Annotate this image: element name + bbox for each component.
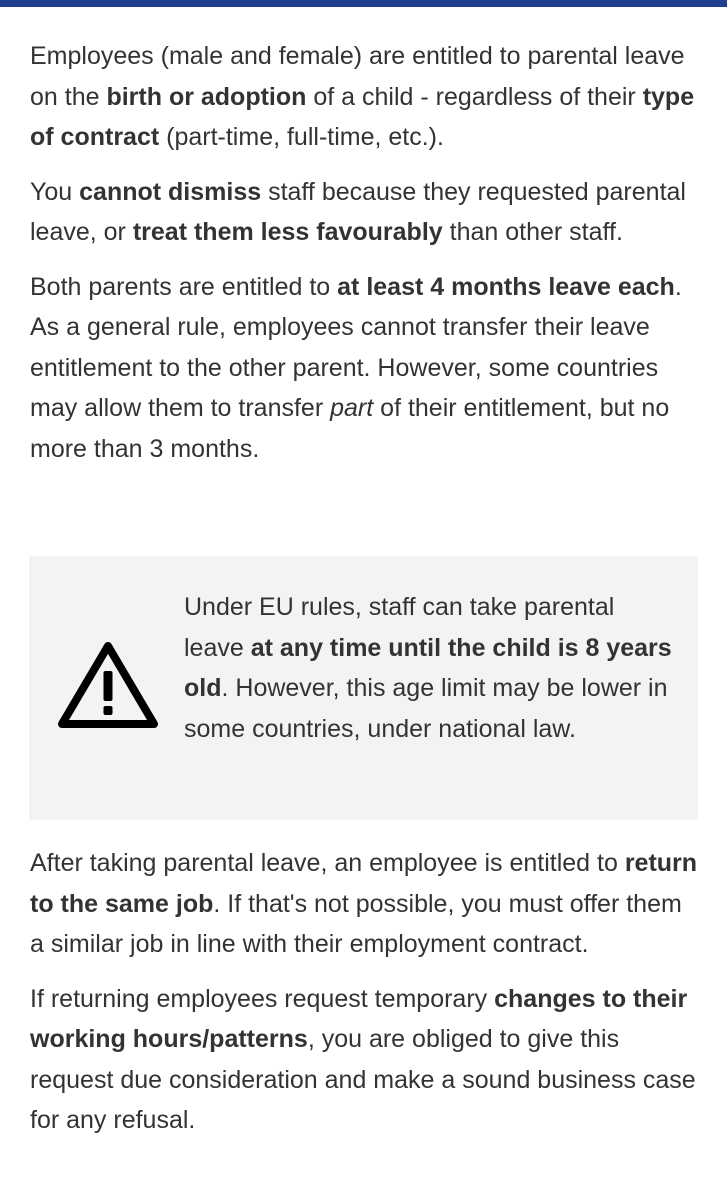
warning-triangle-icon <box>58 641 158 729</box>
paragraph-working-hours: If returning employees request temporary changes to their working hours/patterns, you are obliged to give this request due consideration and make a sound business case for any refusal. <box>30 984 696 1134</box>
paragraph-return-job: After taking parental leave, an employee is entitled to return to the same job. If that's not possible, you must offer them a similar job in line with their employment contract. <box>30 849 698 958</box>
paragraph-eligibility: Employees (male and female) are entitled to parental leave on the birth or adoption of a child - regardless of their type of contract (part-time, full-time, etc.). <box>30 42 695 151</box>
paragraph-dismissal: You cannot dismiss staff because they requested parental leave, or treat them less favourably than other staff. <box>30 177 686 246</box>
return-section <box>30 843 700 1141</box>
paragraph-duration: Both parents are entitled to at least 4 months leave each. As a general rule, employees cannot transfer their leave entitlement to the other parent. However, some countries may allow them to transfer part of their entitlement, but no more than 3 months. <box>30 272 682 463</box>
top-accent-bar <box>0 0 727 7</box>
intro-section <box>30 36 700 469</box>
warning-callout-text <box>184 587 674 749</box>
callout-paragraph: Under EU rules, staff can take parental leave at any time until the child is 8 years old. However, this age limit may be lower in some countries, under national law. <box>184 593 672 743</box>
